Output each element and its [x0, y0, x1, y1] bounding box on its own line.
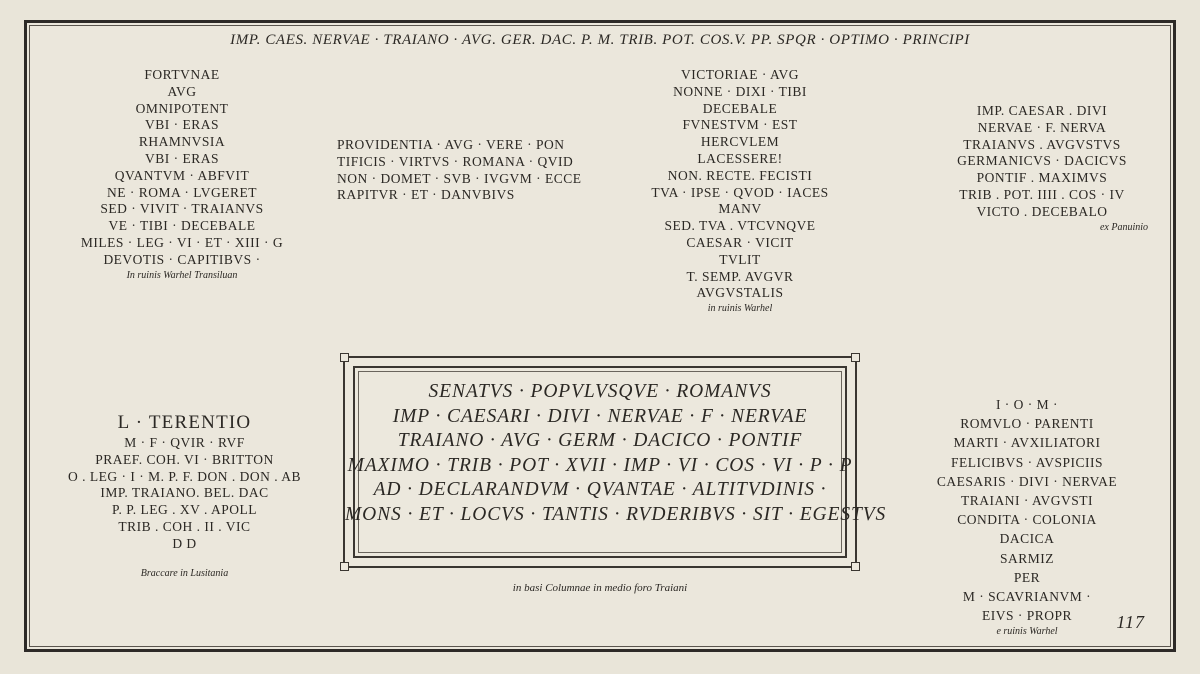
- page-number: 117: [1116, 612, 1145, 632]
- inscription-line: P. P. LEG . XV . APOLL: [111, 502, 258, 518]
- inscription-line: VBI · ERAS: [144, 117, 219, 133]
- inscription-line: TRAIANVS . AVGVSTVS: [963, 136, 1121, 152]
- inscription-line: HERCVLEM: [700, 134, 780, 150]
- plate-header: IMP. CAES. NERVAE · TRAIANO · AVG. GER. DAC. P. M. TRIB. POT. COS.V. PP. SPQR · OPTIMO · PRINCIPI: [230, 32, 970, 48]
- inscription-line: DEVOTIS · CAPITIBVS ·: [103, 251, 261, 267]
- inscription-line: FELICIBVS · AVSPICIIS: [950, 454, 1104, 470]
- tablet-corner: [340, 353, 349, 362]
- inscription-line: M · F · QVIR · RVF: [124, 435, 245, 450]
- inscription-line: TRAIANI · AVGVSTI: [961, 493, 1093, 509]
- inscription-line: IMP. CAESAR . DIVI: [976, 103, 1108, 118]
- tablet-inscription: [345, 380, 887, 528]
- inscription-line: QVANTVM · ABFVIT: [114, 167, 250, 183]
- inscription-line: D D: [172, 535, 197, 551]
- inscription-line: NON · DOMET · SVB · IVGVM · ECCE: [337, 170, 582, 186]
- inscription-line: AVGVSTALIS: [696, 285, 784, 301]
- tablet-corner: [340, 562, 349, 571]
- tablet-corner: [851, 562, 860, 571]
- inscription-line: DACICA: [999, 531, 1055, 547]
- inscription-victoriae: [625, 67, 855, 316]
- inscription-line: M · SCAVRIANVM ·: [962, 589, 1092, 605]
- source-note: e ruinis Warhel: [996, 626, 1058, 638]
- inscription-line: SARMIZ: [999, 550, 1054, 566]
- inscription-line: FVNESTVM · EST: [682, 117, 798, 133]
- inscription-imp-caesar: [922, 103, 1162, 235]
- inscription-line: CAESAR · VICIT: [686, 234, 794, 250]
- inscription-line: SED · VIVIT · TRAIANVS: [100, 201, 264, 217]
- inscription-line: PONTIF . MAXIMVS: [976, 170, 1108, 186]
- inscription-fortunae: [67, 67, 297, 283]
- inscription-terentio: [67, 411, 302, 581]
- inscription-line: PRAEF. COH. VI · BRITTON: [95, 451, 274, 467]
- inscription-line: SENATVS · POPVLVSQVE · ROMANVS: [428, 381, 772, 402]
- inscription-line: SED. TVA . VTCVNQVE: [664, 218, 816, 234]
- inscription-line: RHAMNVSIA: [138, 134, 226, 150]
- engraved-plate: [24, 20, 1176, 652]
- source-note: In ruinis Warhel Transiluan: [126, 269, 238, 281]
- inscription-line: VICTO . DECEBALO: [976, 203, 1108, 219]
- source-note: Braccare in Lusitania: [140, 567, 229, 579]
- inscription-line: TRIB . POT. IIII . COS · IV: [959, 186, 1125, 202]
- inscription-line: MILES · LEG · VI · ET · XIII · G: [80, 234, 284, 250]
- inscription-line: AD · DECLARANDVM · QVANTAE · ALTITVDINIS ·: [373, 479, 827, 501]
- inscription-line: MONS · ET · LOCVS · TANTIS · RVDERIBVS · SIT · EGESTVS: [345, 503, 887, 525]
- inscription-line: TRAIANO · AVG · GERM · DACICO · PONTIF: [397, 430, 803, 452]
- inscription-line: EIVS · PROPR: [981, 608, 1073, 624]
- inscription-line: NON. RECTE. FECISTI: [667, 167, 813, 183]
- inscription-line: IMP. TRAIANO. BEL. DAC: [100, 485, 269, 501]
- inscription-line: CONDITA · COLONIA: [957, 512, 1097, 528]
- inscription-line: NE · ROMA · LVGERET: [107, 184, 257, 200]
- inscription-line: NONNE · DIXI · TIBI: [673, 83, 807, 99]
- inscription-line: TVA · IPSE · QVOD · IACES: [651, 184, 829, 200]
- inscription-line: VE · TIBI · DECEBALE: [108, 218, 256, 234]
- inscription-line: TIFICIS · VIRTVS · ROMANA · QVID: [337, 153, 574, 169]
- inscription-line: MANV: [718, 201, 762, 217]
- inscription-title: L · TERENTIO: [117, 412, 252, 433]
- inscription-line: VICTORIAE · AVG: [680, 67, 799, 82]
- inscription-line: ROMVLO · PARENTI: [960, 416, 1094, 432]
- tablet-corner: [851, 353, 860, 362]
- inscription-line: FORTVNAE: [144, 67, 220, 82]
- inscription-line: GERMANICVS · DACICVS: [957, 153, 1127, 169]
- inscription-iom: [907, 395, 1147, 639]
- inscription-line: IMP · CAESARI · DIVI · NERVAE · F · NERVAE: [392, 405, 808, 427]
- inscription-line: PROVIDENTIA · AVG · VERE · PON: [337, 137, 565, 152]
- inscription-providentia: [337, 137, 587, 204]
- inscription-line: TVLIT: [719, 251, 761, 267]
- inscription-line: OMNIPOTENT: [135, 100, 229, 116]
- inscription-line: DECEBALE: [702, 100, 778, 116]
- source-note: in ruinis Warhel: [707, 303, 773, 315]
- inscription-line: VBI · ERAS: [144, 150, 219, 166]
- inscription-line: CAESARIS · DIVI · NERVAE: [936, 473, 1118, 489]
- inscription-line: MAXIMO · TRIB · POT · XVII · IMP · VI · COS · VI · P · P: [347, 454, 853, 476]
- inscription-line: NERVAE · F. NERVA: [977, 119, 1107, 135]
- inscription-line: PER: [1013, 569, 1041, 585]
- inscription-line: TRIB . COH . II . VIC: [118, 518, 251, 534]
- inscription-line: LACESSERE!: [697, 150, 783, 166]
- source-note: ex Panuinio: [1099, 221, 1148, 233]
- inscription-line: I · O · M ·: [995, 397, 1059, 412]
- tablet-caption: in basi Columnae in medio foro Traiani: [512, 582, 688, 594]
- inscription-line: AVG: [167, 83, 197, 99]
- inscription-line: T. SEMP. AVGVR: [686, 268, 794, 284]
- inscription-line: RAPITVR · ET · DANVBIVS: [337, 187, 515, 203]
- column-base-tablet: [343, 356, 887, 568]
- inscription-line: MARTI · AVXILIATORI: [953, 435, 1101, 451]
- inscription-line: O . LEG · I · M. P. F. DON . DON . AB: [67, 468, 302, 484]
